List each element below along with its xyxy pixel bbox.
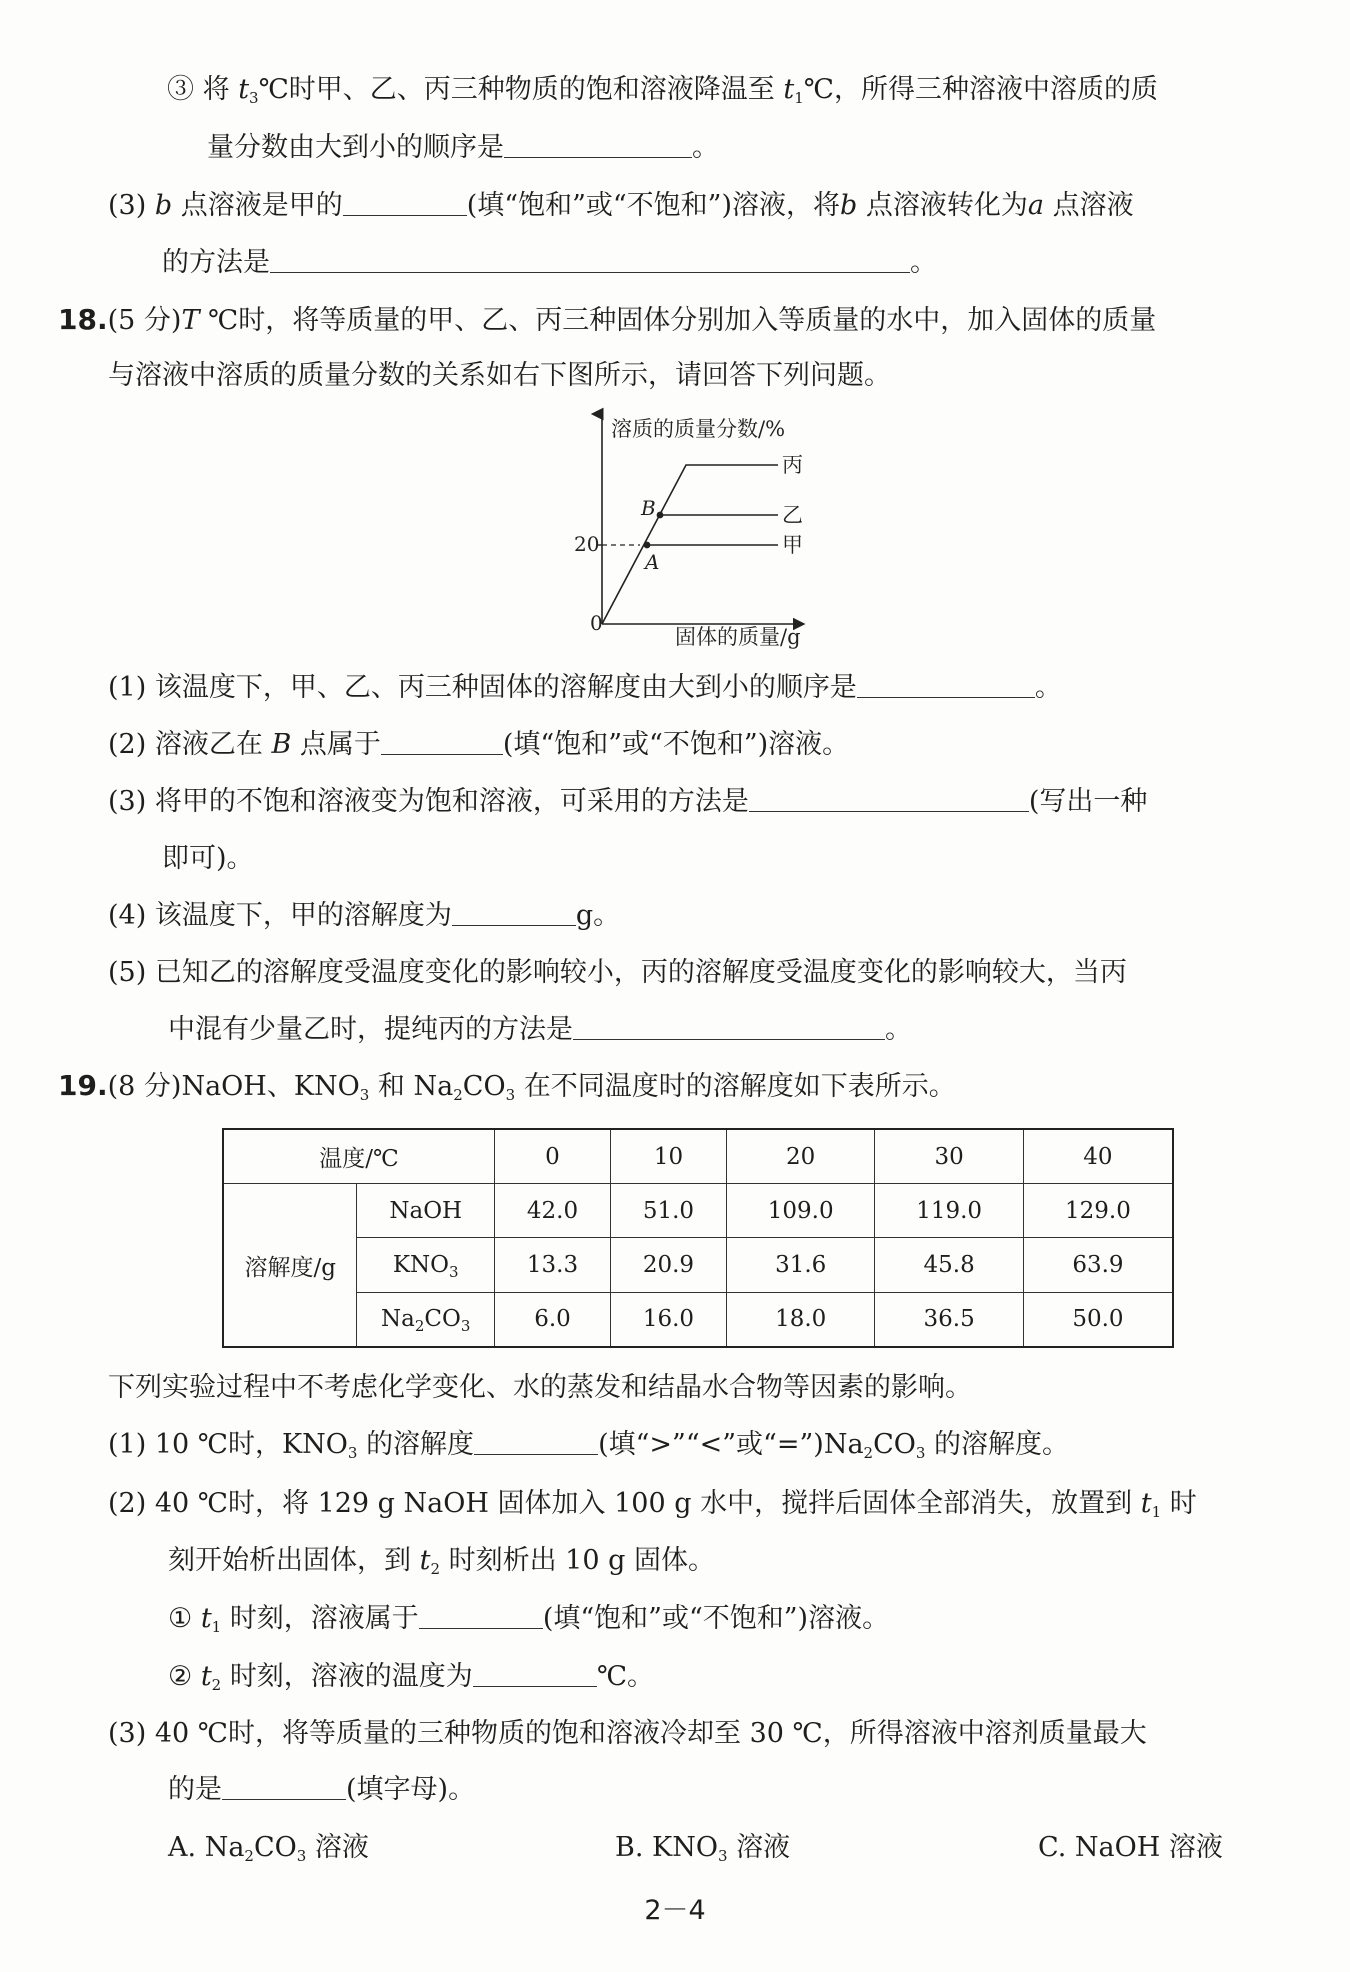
formula: Na xyxy=(413,1071,454,1102)
table-cell: 119.0 xyxy=(875,1184,1023,1238)
answer-blank[interactable] xyxy=(222,1773,346,1800)
sub: 3 xyxy=(460,1317,471,1336)
formula: Na xyxy=(204,1832,245,1863)
text: 溶液 xyxy=(736,1832,791,1863)
q19-p2-s1 xyxy=(168,1601,889,1637)
text: 溶液 xyxy=(1168,1832,1223,1863)
part-label: (2) xyxy=(108,1488,147,1519)
part-label: (3) xyxy=(108,786,147,817)
table-header-cell: 0 xyxy=(495,1129,611,1184)
answer-blank[interactable] xyxy=(419,1602,543,1629)
text: 。 xyxy=(885,1014,912,1045)
text: 时刻，溶液属于 xyxy=(229,1603,419,1634)
series-yi-label: 乙 xyxy=(782,503,803,527)
var-t: t xyxy=(200,1661,212,1692)
sub: 3 xyxy=(296,1847,307,1865)
table-header-label: 温度/℃ xyxy=(223,1129,495,1184)
table-row xyxy=(223,1184,1173,1238)
text: (填“饱和”或“不饱和”)溶液，将 xyxy=(466,190,841,221)
sub: 3 xyxy=(347,1444,358,1462)
part-label: (2) xyxy=(108,729,147,760)
text: 中混有少量乙时，提纯丙的方法是 xyxy=(168,1014,573,1045)
q18-p4 xyxy=(108,898,620,934)
table-row xyxy=(223,1292,1173,1347)
origin-label: 0 xyxy=(590,611,603,635)
q19-intro xyxy=(58,1068,956,1104)
var-B: B xyxy=(271,729,292,760)
solubility-table xyxy=(222,1128,1174,1348)
table-cell: 129.0 xyxy=(1023,1184,1173,1238)
table-cell: 13.3 xyxy=(495,1238,611,1292)
text: 时刻析出 10 g 固体。 xyxy=(448,1545,715,1576)
text: 、 xyxy=(266,1071,294,1102)
table-row xyxy=(223,1238,1173,1292)
point-A xyxy=(644,542,651,549)
sub: 3 xyxy=(449,1263,459,1282)
x-axis-label: 固体的质量/g xyxy=(675,625,801,649)
var-t: t xyxy=(200,1603,212,1634)
series-jia-label: 甲 xyxy=(782,533,803,557)
text: (写出一种 xyxy=(1028,786,1148,817)
formula: Na xyxy=(381,1306,415,1333)
sub: 3 xyxy=(249,89,259,107)
text: (填“>”“<”或“=”)Na xyxy=(598,1429,864,1460)
q19-p2-line1 xyxy=(108,1486,1197,1522)
text: (填“饱和”或“不饱和”)溶液。 xyxy=(502,729,850,760)
text: 40 ℃时，将 129 g NaOH 固体加入 100 g 水中，搅拌后固体全部消失，放置到 xyxy=(154,1488,1133,1519)
table-cell: 50.0 xyxy=(1023,1292,1173,1347)
text: ℃。 xyxy=(596,1661,655,1692)
text: 的溶解度。 xyxy=(934,1429,1070,1460)
option-a[interactable] xyxy=(168,1830,369,1866)
table-cell: 20.9 xyxy=(610,1238,726,1292)
option-letter: B. xyxy=(615,1832,644,1863)
sub: 1 xyxy=(794,89,804,107)
text: 。 xyxy=(910,247,937,278)
q17-part3-line1 xyxy=(108,188,1134,224)
y-tick-20: 20 xyxy=(574,532,600,556)
text: 溶液 xyxy=(314,1832,369,1863)
table-cell: 16.0 xyxy=(610,1292,726,1347)
question-number: 19. xyxy=(58,1069,108,1102)
var-a: a xyxy=(1027,190,1045,221)
formula: NaOH xyxy=(181,1071,267,1102)
answer-blank[interactable] xyxy=(504,131,692,158)
text: (填字母)。 xyxy=(346,1774,476,1805)
answer-blank[interactable] xyxy=(573,1013,885,1040)
q19-p3-line1 xyxy=(108,1716,1147,1752)
text: 已知乙的溶解度受温度变化的影响较小，丙的溶解度受温度变化的影响较大，当丙 xyxy=(154,957,1127,988)
text: 。 xyxy=(692,132,719,163)
q19-note xyxy=(108,1370,972,1406)
formula: KNO xyxy=(652,1832,718,1863)
answer-blank[interactable] xyxy=(857,671,1035,698)
text: 即可)。 xyxy=(162,843,254,874)
label-B: B xyxy=(641,496,656,520)
table-cell: 51.0 xyxy=(610,1184,726,1238)
sub: 2 xyxy=(430,1560,440,1578)
text: 将甲的不饱和溶液变为饱和溶液，可采用的方法是 xyxy=(154,786,749,817)
text: 在不同温度时的溶解度如下表所示。 xyxy=(523,1071,956,1102)
table-row-group: 溶解度/g xyxy=(223,1184,357,1347)
q18-p1 xyxy=(108,670,1062,706)
answer-blank[interactable] xyxy=(473,1660,597,1687)
q19-p1 xyxy=(108,1427,1069,1463)
table-header-cell: 20 xyxy=(726,1129,874,1184)
option-letter: C. xyxy=(1038,1832,1067,1863)
option-b[interactable] xyxy=(615,1830,790,1866)
table-header-cell: 10 xyxy=(610,1129,726,1184)
answer-blank[interactable] xyxy=(749,785,1029,812)
option-c[interactable] xyxy=(1038,1830,1223,1866)
sub: 2 xyxy=(453,1086,463,1104)
score: (8 分) xyxy=(107,1071,182,1102)
table-row-name xyxy=(357,1292,495,1347)
q19-p2-line2 xyxy=(168,1543,715,1579)
q18-line2 xyxy=(108,358,891,394)
text: 点溶液转化为 xyxy=(865,190,1028,221)
text: g。 xyxy=(575,900,621,931)
table-cell: 42.0 xyxy=(495,1184,611,1238)
sub: 2 xyxy=(414,1317,425,1336)
table-cell: 31.6 xyxy=(726,1238,874,1292)
formula: CO xyxy=(424,1306,461,1333)
text: 该温度下，甲、乙、丙三种固体的溶解度由大到小的顺序是 xyxy=(154,672,857,703)
q19-p2-s2 xyxy=(168,1659,654,1695)
table-cell: 36.5 xyxy=(875,1292,1023,1347)
table-cell: 18.0 xyxy=(726,1292,874,1347)
table-row-name xyxy=(357,1238,495,1292)
var-b: b xyxy=(154,190,173,221)
sub: 2 xyxy=(244,1847,254,1865)
point-B xyxy=(657,512,664,519)
text: 将 xyxy=(202,74,230,105)
answer-blank[interactable] xyxy=(474,1428,598,1455)
q18-p3-line2 xyxy=(162,841,254,877)
q17-item3-line1 xyxy=(167,72,1158,108)
text: 该温度下，甲的溶解度为 xyxy=(154,900,452,931)
formula: CO xyxy=(253,1832,297,1863)
q18-p5-line1 xyxy=(108,955,1127,991)
sub: 2 xyxy=(863,1444,874,1462)
text: 点属于 xyxy=(299,729,381,760)
table-cell: 6.0 xyxy=(495,1292,611,1347)
table-cell: 63.9 xyxy=(1023,1238,1173,1292)
answer-blank[interactable] xyxy=(452,899,576,926)
y-axis-label: 溶质的质量分数/% xyxy=(611,417,786,441)
var-t: t xyxy=(1140,1488,1152,1519)
text: (填“饱和”或“不饱和”)溶液。 xyxy=(542,1603,890,1634)
text: ℃时，将等质量的甲、乙、丙三种固体分别加入等质量的水中，加入固体的质量 xyxy=(208,305,1157,336)
part-label: (4) xyxy=(108,900,147,931)
part-label: (3) xyxy=(108,190,147,221)
var-b: b xyxy=(840,190,858,221)
sub: 3 xyxy=(359,1086,370,1104)
sub: 1 xyxy=(211,1618,222,1636)
formula: KNO xyxy=(392,1252,450,1279)
text: 的溶解度 xyxy=(366,1429,475,1460)
q18-p3-line1 xyxy=(108,784,1147,820)
table-header-cell: 30 xyxy=(875,1129,1023,1184)
series-bing-label: 丙 xyxy=(782,453,803,477)
formula: CO xyxy=(462,1071,506,1102)
q17-item3-line2 xyxy=(207,130,719,166)
q17-part3-line2 xyxy=(162,245,937,281)
sub: 3 xyxy=(717,1847,728,1865)
part-label: (5) xyxy=(108,957,147,988)
var-t: t xyxy=(238,74,250,105)
circle-number: ② xyxy=(168,1661,193,1692)
circle-number: ① xyxy=(168,1603,193,1634)
q18-p5-line2 xyxy=(168,1012,912,1048)
solubility-chart xyxy=(560,404,830,660)
text: 量分数由大到小的顺序是 xyxy=(207,132,504,163)
sub: 3 xyxy=(915,1444,926,1462)
sub: 1 xyxy=(1151,1503,1162,1521)
label-A: A xyxy=(645,550,660,574)
answer-blank[interactable] xyxy=(343,189,467,216)
answer-blank[interactable] xyxy=(270,246,910,273)
text: 刻开始析出固体，到 xyxy=(168,1545,411,1576)
text: 的是 xyxy=(168,1774,222,1805)
text: 的方法是 xyxy=(162,247,270,278)
option-letter: A. xyxy=(168,1832,197,1863)
var-t: t xyxy=(783,74,795,105)
text: 下列实验过程中不考虑化学变化、水的蒸发和结晶水合物等因素的影响。 xyxy=(108,1372,972,1403)
score: (5 分) xyxy=(107,305,182,336)
q19-p3-line2 xyxy=(168,1772,475,1808)
part-label: (1) xyxy=(108,1429,147,1460)
text: 。 xyxy=(1034,672,1062,703)
table-cell: 45.8 xyxy=(875,1238,1023,1292)
text: CO xyxy=(873,1429,916,1460)
page-number: 2－4 xyxy=(644,1895,706,1926)
circle-number: ③ xyxy=(167,74,194,105)
q18-line1 xyxy=(58,302,1156,338)
text: 点溶液 xyxy=(1052,190,1134,221)
sub: 2 xyxy=(211,1676,222,1694)
part-label: (1) xyxy=(108,672,147,703)
text: 点溶液是甲的 xyxy=(180,190,343,221)
table-row xyxy=(223,1129,1173,1184)
table-cell: 109.0 xyxy=(726,1184,874,1238)
table-header-cell: 40 xyxy=(1023,1129,1173,1184)
formula: NaOH xyxy=(1074,1832,1161,1863)
var-t: t xyxy=(419,1545,431,1576)
formula: KNO xyxy=(293,1071,360,1102)
question-number: 18. xyxy=(58,303,108,336)
sub: 3 xyxy=(505,1086,516,1104)
part-label: (3) xyxy=(108,1718,147,1749)
text: ℃，所得三种溶液中溶质的质 xyxy=(803,74,1158,105)
text: 和 xyxy=(377,1071,405,1102)
text: 溶液乙在 xyxy=(154,729,263,760)
text: 10 ℃时，KNO xyxy=(154,1429,348,1460)
text: 时刻，溶液的温度为 xyxy=(229,1661,473,1692)
table-row-name: NaOH xyxy=(357,1184,495,1238)
q18-p2 xyxy=(108,727,849,763)
text: 与溶液中溶质的质量分数的关系如右下图所示，请回答下列问题。 xyxy=(108,360,891,391)
answer-blank[interactable] xyxy=(381,728,503,755)
var-T: T xyxy=(181,305,200,336)
text: 时 xyxy=(1169,1488,1197,1519)
text: ℃时甲、乙、丙三种物质的饱和溶液降温至 xyxy=(258,74,775,105)
text: 40 ℃时，将等质量的三种物质的饱和溶液冷却至 30 ℃，所得溶液中溶剂质量最大 xyxy=(154,1718,1147,1749)
